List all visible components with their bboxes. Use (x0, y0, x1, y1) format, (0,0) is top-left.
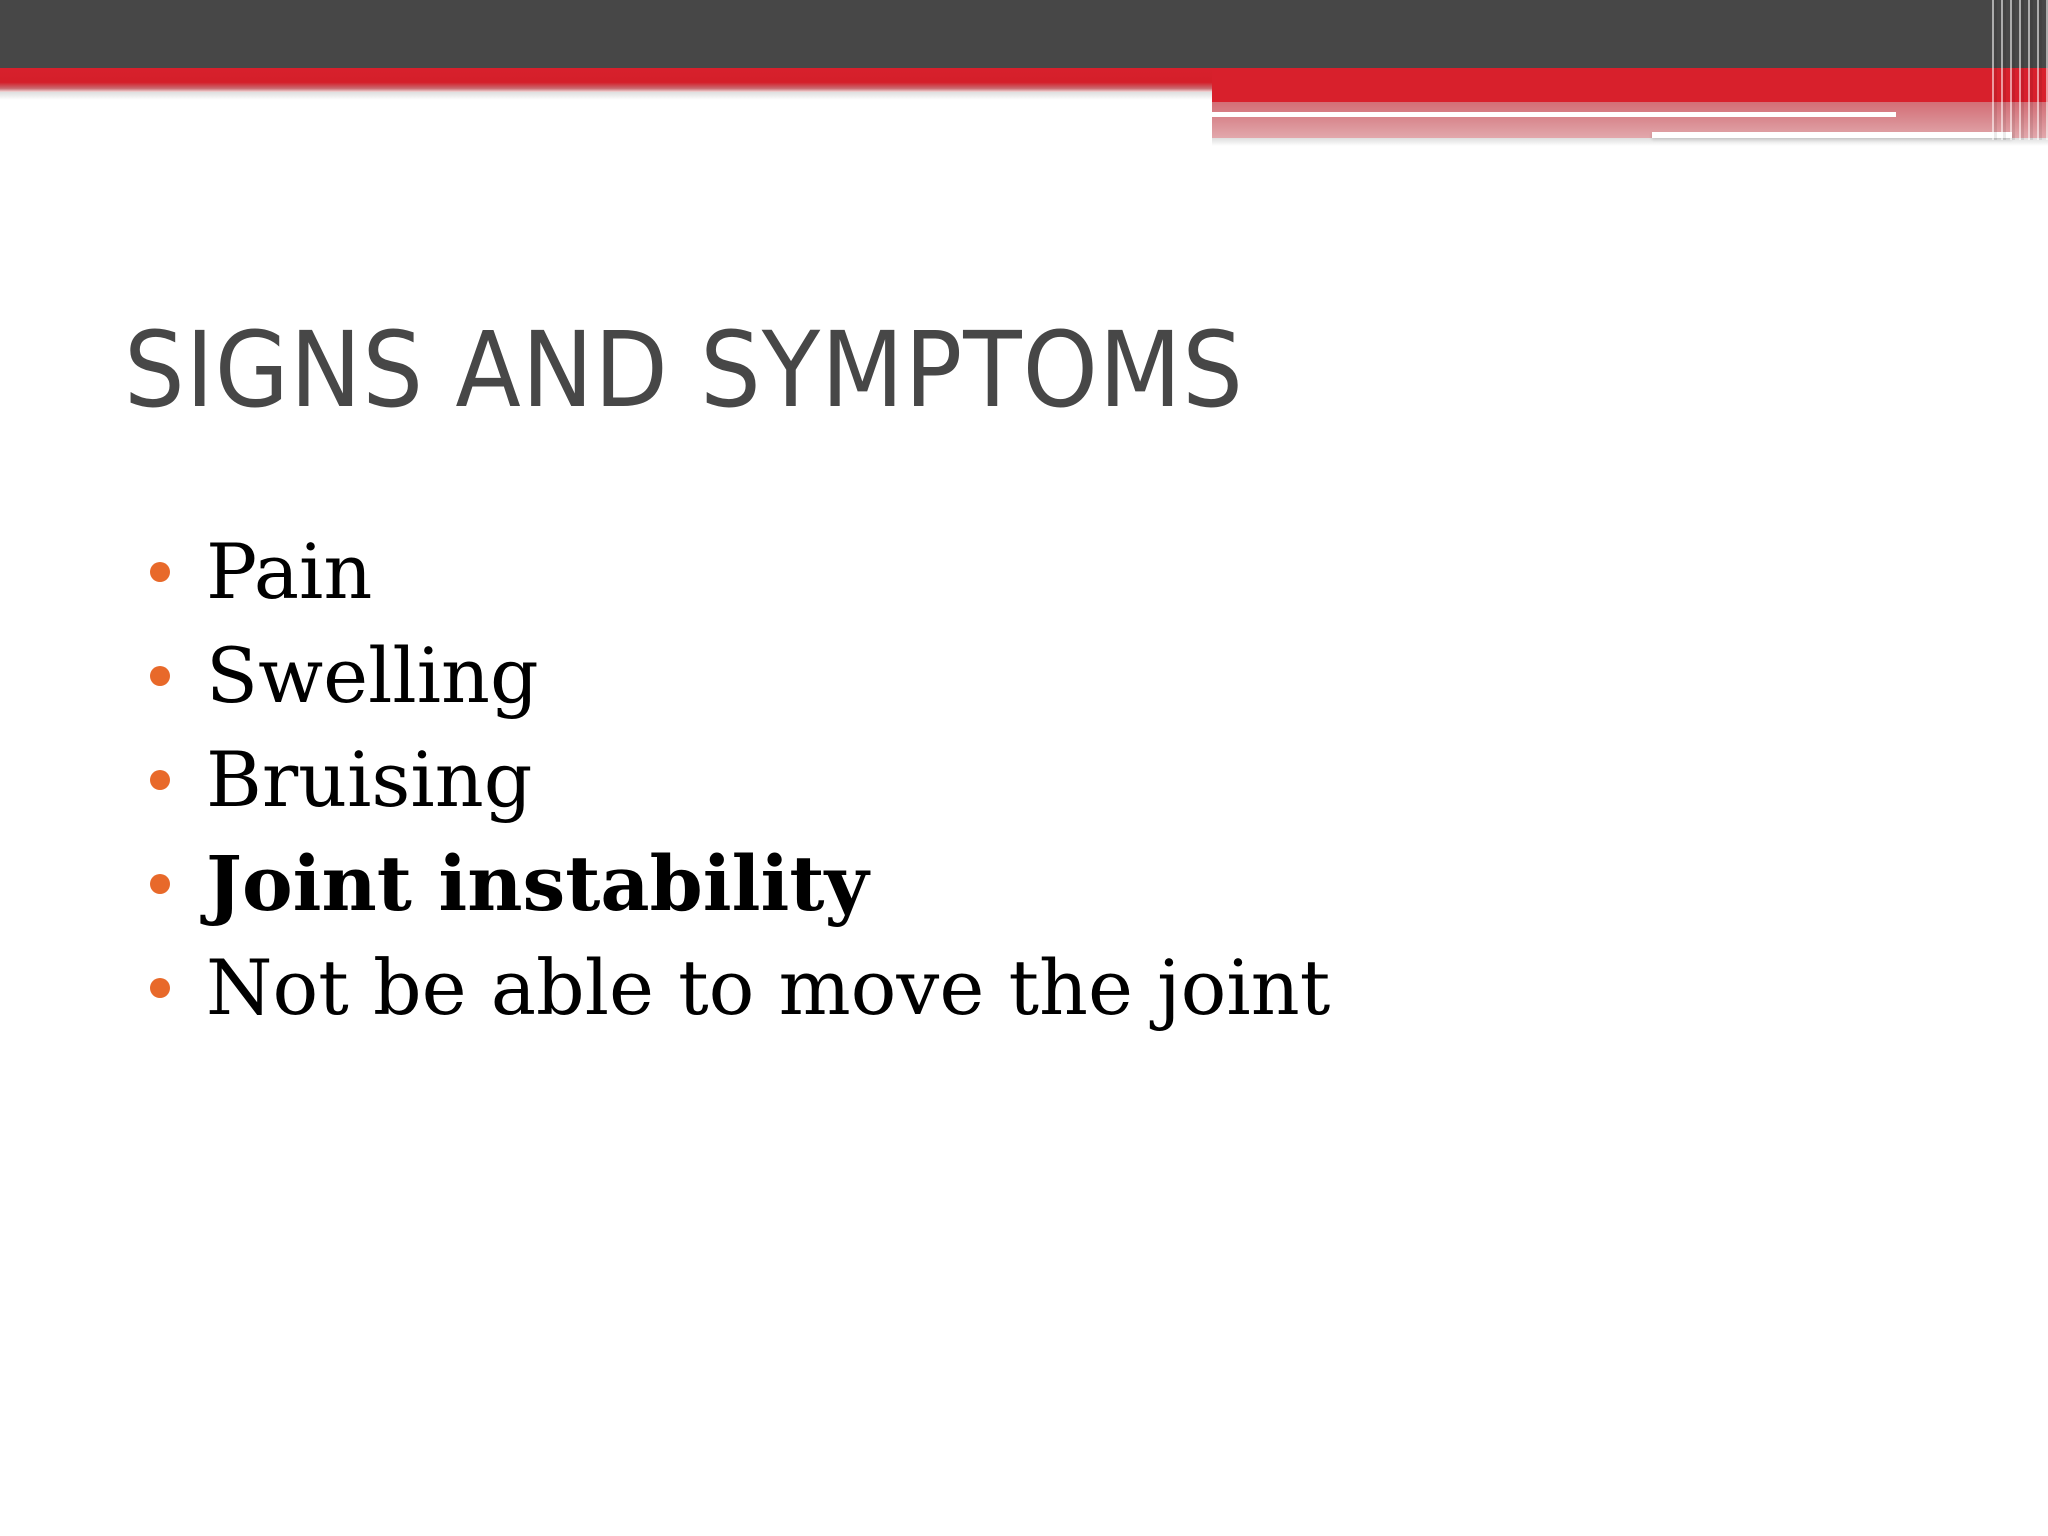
list-item (150, 728, 1330, 832)
header-red-band-left (0, 68, 1212, 92)
bullet-text: Swelling (206, 631, 539, 720)
header-shadow-right (1212, 138, 2048, 146)
bullet-dot-icon (150, 874, 170, 894)
bullet-list (150, 520, 1330, 1040)
list-item (150, 520, 1330, 624)
bullet-dot-icon (150, 770, 170, 790)
header-shadow-left (0, 92, 1212, 100)
header-right-stripes (1988, 0, 2048, 140)
header-white-line-upper (1212, 112, 1896, 117)
header-dark-band (0, 0, 2048, 70)
list-item (150, 832, 1330, 936)
list-item (150, 936, 1330, 1040)
bullet-text: Bruising (206, 735, 533, 824)
header-red-band-right (1212, 68, 2048, 102)
bullet-text: Not be able to move the joint (206, 943, 1331, 1032)
bullet-text: Joint instability (206, 839, 869, 928)
list-item (150, 624, 1330, 728)
bullet-dot-icon (150, 978, 170, 998)
bullet-dot-icon (150, 666, 170, 686)
bullet-text: Pain (206, 527, 373, 616)
bullet-dot-icon (150, 562, 170, 582)
slide-title: SIGNS AND SYMPTOMS (124, 309, 1244, 431)
